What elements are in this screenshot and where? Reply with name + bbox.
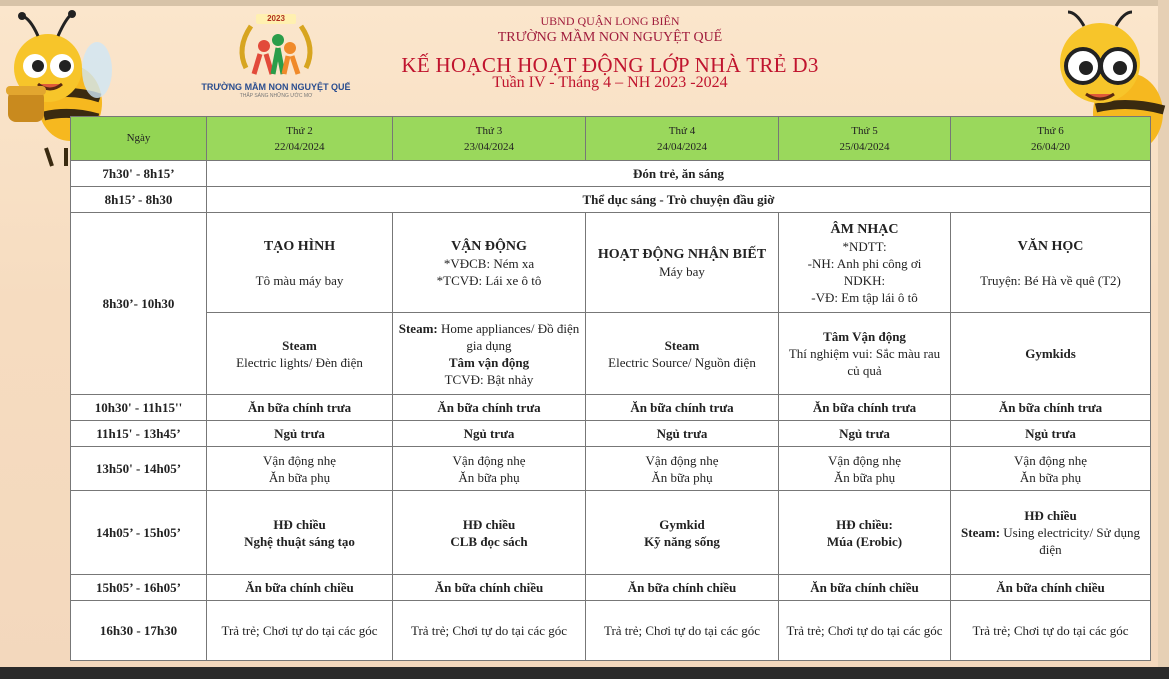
time-cell: 16h30 - 17h30	[71, 601, 207, 661]
cell-text: Ăn bữa chính trưa	[630, 400, 734, 415]
activity-title: ÂM NHẠC	[830, 221, 899, 237]
cell-text: Ngủ trưa	[1025, 426, 1076, 441]
activity-line: NDKH:	[843, 272, 886, 288]
activity-title: HOẠT ĐỘNG NHẬN BIẾT	[597, 247, 767, 262]
cell-text: Thể dục sáng - Trò chuyện đầu giờ	[582, 192, 775, 207]
activity-text: TCVĐ: Bật nhảy	[444, 371, 534, 387]
cell-wednesday	[586, 213, 779, 313]
cell-text: Nghệ thuật sáng tạo	[244, 533, 355, 549]
cell-thursday	[779, 395, 951, 421]
cell-tuesday: Trả trẻ; Chơi tự do tại các góc	[393, 601, 586, 661]
cell-monday	[207, 213, 393, 313]
cell-monday: Trả trẻ; Chơi tự do tại các góc	[207, 601, 393, 661]
top-strip	[0, 0, 1169, 6]
cell-text: Vận động nhẹ	[645, 452, 719, 468]
cell-text: Ngủ trưa	[656, 426, 708, 441]
cell-friday	[951, 491, 1151, 575]
steam-label: Steam:	[961, 525, 1001, 540]
day-name: Thứ 3	[475, 124, 503, 137]
table-row	[71, 187, 1151, 213]
logo-school-name: TRƯỜNG MẦM NON NGUYỆT QUẾ	[201, 82, 351, 92]
cell-thursday	[779, 313, 951, 395]
cell-tuesday	[393, 575, 586, 601]
cell-thursday	[779, 213, 951, 313]
day-date: 25/04/2024	[839, 140, 890, 153]
time-cell: 10h30' - 11h15''	[71, 395, 207, 421]
cell-text: HĐ chiều	[1024, 508, 1077, 523]
table-row	[71, 161, 1151, 187]
header-wednesday	[586, 117, 779, 161]
cell-tuesday	[393, 213, 586, 313]
cell-text: Múa (Erobic)	[826, 533, 903, 549]
schedule-table	[70, 116, 1151, 661]
table-row	[71, 421, 1151, 447]
activity-title: Steam	[664, 337, 700, 353]
cell-text: Ăn bữa chính trưa	[247, 400, 352, 415]
cell-text: Ngủ trưa	[463, 426, 515, 441]
all-days-cell	[207, 187, 1151, 213]
cell-friday	[951, 395, 1151, 421]
cell-friday	[951, 447, 1151, 491]
cell-text: Vận động nhẹ	[1014, 452, 1087, 468]
school-name: TRƯỜNG MẦM NON NGUYỆT QUẾ	[497, 30, 723, 45]
activity-title: TẠO HÌNH	[263, 238, 336, 254]
day-date: 23/04/2024	[463, 140, 515, 153]
bottom-strip	[0, 667, 1169, 679]
day-name: Thứ 5	[851, 124, 878, 137]
cell-text: Ăn bữa chính chiều	[996, 580, 1105, 595]
time-cell: 15h05’ - 16h05’	[71, 575, 207, 601]
activity-line: -NH: Anh phi công ơi	[807, 255, 922, 271]
cell-monday	[207, 491, 393, 575]
cell-friday	[951, 575, 1151, 601]
activity-text: Electric Source/ Nguồn điện	[608, 354, 756, 370]
cell-text: Ngủ trưa	[839, 426, 890, 441]
header-friday	[951, 117, 1151, 161]
table-row	[71, 395, 1151, 421]
cell-monday	[207, 313, 393, 395]
cell-text: Ăn bữa chính trưa	[812, 400, 917, 415]
time-cell: 8h15’ - 8h30	[71, 187, 207, 213]
header-thursday	[779, 117, 951, 161]
cell-text: Gymkid	[659, 516, 705, 532]
cell-thursday: Trả trẻ; Chơi tự do tại các góc	[779, 601, 951, 661]
cell-wednesday	[586, 575, 779, 601]
cell-thursday	[779, 491, 951, 575]
time-cell: 13h50' - 14h05’	[71, 447, 207, 491]
cell-text: Vận động nhẹ	[263, 452, 336, 468]
day-name: Thứ 2	[286, 124, 313, 137]
cell-monday	[207, 395, 393, 421]
cell-friday	[951, 213, 1151, 313]
cell-thursday	[779, 447, 951, 491]
cell-friday: Trả trẻ; Chơi tự do tại các góc	[951, 601, 1151, 661]
table-row	[71, 213, 1151, 313]
cell-text: Đón trẻ, ăn sáng	[632, 166, 724, 181]
cell-text: Ăn bữa chính chiều	[627, 580, 737, 595]
cell-thursday	[779, 575, 951, 601]
time-cell: 14h05’ - 15h05’	[71, 491, 207, 575]
cell-wednesday	[586, 491, 779, 575]
cell-text: HĐ chiều:	[836, 516, 893, 532]
cell-text: Ngủ trưa	[274, 426, 325, 441]
activity-line: *VĐCB: Ném xa	[443, 255, 535, 271]
table-row	[71, 575, 1151, 601]
cell-text: CLB đọc sách	[450, 533, 528, 549]
day-date: 22/04/2024	[274, 140, 325, 153]
cell-wednesday	[586, 421, 779, 447]
activity-title: VĂN HỌC	[1017, 238, 1084, 254]
cell-tuesday	[393, 491, 586, 575]
cell-monday	[207, 421, 393, 447]
cell-text: Using electricity/ Sử dụng điện	[1000, 525, 1140, 557]
day-name: Thứ 6	[1037, 124, 1064, 137]
activity-text: Thí nghiệm vui: Sắc màu rau củ quả	[788, 346, 941, 378]
table-row	[71, 601, 1151, 661]
activity-title: Gymkids	[1025, 346, 1076, 361]
page-subtitle: Tuần IV - Tháng 4 – NH 2023 -2024	[492, 74, 728, 91]
activity-text: Truyện: Bé Hà về quê (T2)	[980, 272, 1121, 288]
table-row	[71, 313, 1151, 395]
time-cell: 8h30’- 10h30	[71, 213, 207, 395]
cell-text: Ăn bữa phụ	[268, 469, 331, 485]
time-cell: 11h15' - 13h45’	[71, 421, 207, 447]
cell-wednesday: Trả trẻ; Chơi tự do tại các góc	[586, 601, 779, 661]
cell-tuesday	[393, 313, 586, 395]
header-monday	[207, 117, 393, 161]
cell-text: Ăn bữa phụ	[833, 469, 896, 485]
cell-text: Vận động nhẹ	[452, 452, 526, 468]
activity-line: *NDTT:	[842, 238, 887, 254]
activity-text: Máy bay	[659, 264, 705, 279]
cell-tuesday	[393, 421, 586, 447]
cell-text: Ăn bữa chính trưa	[998, 400, 1103, 415]
all-days-cell	[207, 161, 1151, 187]
activity-title: Steam	[282, 337, 317, 353]
activity-text: Electric lights/ Đèn điện	[236, 354, 363, 370]
cell-wednesday	[586, 313, 779, 395]
cell-monday	[207, 575, 393, 601]
cell-text: Ăn bữa chính chiều	[245, 580, 354, 595]
cell-tuesday	[393, 447, 586, 491]
district-name: UBND QUẬN LONG BIÊN	[540, 14, 680, 28]
cell-wednesday	[586, 447, 779, 491]
activity-title: Tâm Vận động	[823, 329, 906, 344]
time-cell: 7h30' - 8h15’	[71, 161, 207, 187]
header-row	[71, 117, 1151, 161]
cell-friday	[951, 421, 1151, 447]
table-row	[71, 491, 1151, 575]
activity-line: -VĐ: Em tập lái ô tô	[811, 289, 918, 305]
day-date: 26/04/20	[1030, 140, 1071, 153]
cell-text: Kỹ năng sống	[644, 533, 720, 549]
cell-wednesday	[586, 395, 779, 421]
cell-text: HĐ chiều	[462, 516, 516, 532]
header-tuesday	[393, 117, 586, 161]
activity-text: Tô màu máy bay	[255, 272, 344, 288]
cell-tuesday	[393, 395, 586, 421]
activity-title: Tâm vận động	[448, 354, 530, 370]
activity-text: Home appliances/ Đồ điện gia dụng	[437, 320, 580, 353]
logo-year: 2023	[267, 14, 285, 23]
header-day-label: Ngày	[71, 117, 207, 161]
cell-text: Ăn bữa phụ	[651, 469, 713, 485]
cell-text: Ăn bữa chính trưa	[437, 400, 541, 415]
day-date: 24/04/2024	[656, 140, 708, 153]
cell-text: HĐ chiều	[273, 516, 326, 532]
table-row	[71, 447, 1151, 491]
cell-friday	[951, 313, 1151, 395]
cell-monday	[207, 447, 393, 491]
cell-text: Ăn bữa phụ	[1019, 469, 1082, 485]
logo-slogan: THẮP SÁNG NHỮNG ƯỚC MƠ	[239, 93, 313, 99]
day-name: Thứ 4	[668, 124, 696, 137]
activity-line: *TCVĐ: Lái xe ô tô	[436, 272, 542, 288]
cell-text: Vận động nhẹ	[828, 452, 901, 468]
activity-title: VẬN ĐỘNG	[451, 238, 527, 254]
page-title: KẾ HOẠCH HOẠT ĐỘNG LỚP NHÀ TRẺ D3	[401, 53, 819, 77]
cell-text: Ăn bữa chính chiều	[434, 580, 544, 595]
cell-text: Ăn bữa chính chiều	[810, 580, 919, 595]
cell-text: Ăn bữa phụ	[458, 469, 520, 485]
cell-thursday	[779, 421, 951, 447]
steam-label: Steam:	[398, 320, 438, 336]
